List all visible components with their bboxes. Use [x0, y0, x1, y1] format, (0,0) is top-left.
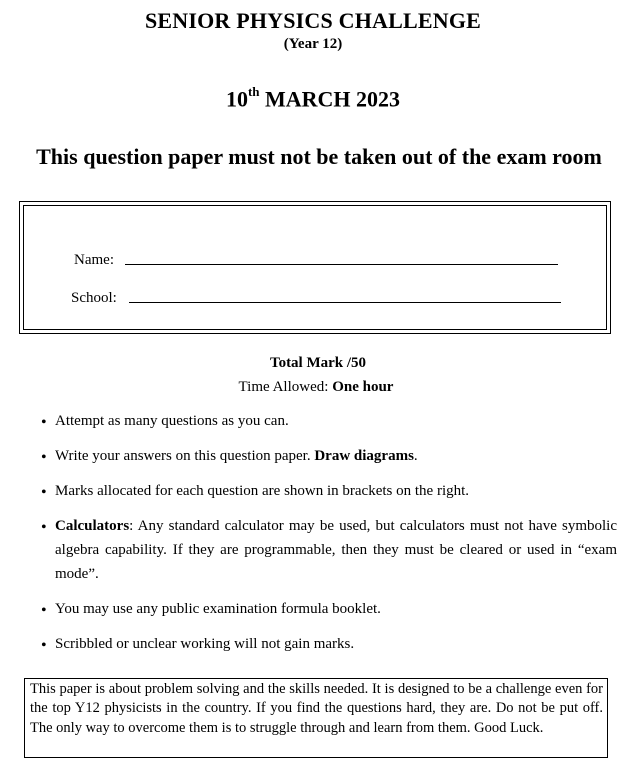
instruction-2-end: .	[413, 448, 418, 464]
bullet-icon: •	[41, 414, 47, 431]
total-mark: Total Mark /50	[269, 355, 367, 371]
bullet-icon: •	[41, 484, 47, 501]
bullet-icon: •	[41, 637, 47, 654]
year-subtitle: (Year 12)	[283, 36, 343, 52]
school-label: School:	[71, 290, 117, 306]
date-month-year: MARCH 2023	[259, 86, 401, 112]
exam-date	[0, 86, 626, 112]
bullet-icon: •	[41, 519, 47, 536]
school-field[interactable]	[129, 302, 561, 303]
instruction-item-2	[55, 444, 617, 468]
date-suffix: th	[247, 84, 260, 99]
exam-room-warning: This question paper must not be taken out of the exam room	[36, 144, 602, 169]
name-field[interactable]	[125, 264, 558, 265]
time-allowed-label: Time Allowed:	[238, 379, 333, 395]
instruction-item-4	[55, 514, 617, 586]
instruction-item-6: Scribbled or unclear working will not gain marks.	[55, 636, 355, 652]
instruction-item-5: You may use any public examination formula booklet.	[55, 601, 381, 617]
date-day: 10	[225, 86, 248, 112]
challenge-note-box	[24, 678, 608, 758]
name-label: Name:	[74, 252, 114, 268]
instruction-4-text: : Any standard calculator may be used, but calculators must not have symbolic algebra capability. If they are programmable, then they must be cleared or used in “exam mode”.	[55, 518, 617, 582]
instruction-item-3: Marks allocated for each question are shown in brackets on the right.	[55, 483, 470, 499]
instruction-4-bold: Calculators	[55, 518, 130, 534]
time-allowed-value: One hour	[332, 379, 394, 395]
paper-title: SENIOR PHYSICS CHALLENGE	[144, 8, 482, 33]
bullet-icon: •	[41, 449, 47, 466]
instruction-2-bold: Draw diagrams	[314, 448, 414, 464]
bullet-icon: •	[41, 602, 47, 619]
instruction-2-text: Write your answers on this question paper.	[55, 448, 315, 464]
instruction-item-1: Attempt as many questions as you can.	[55, 413, 289, 429]
time-allowed	[0, 379, 626, 396]
challenge-note-text: This paper is about problem solving and the skills needed. It is designed to be a challenge even for the top Y12 physicists in the country. If you find the questions hard, they are. Do not be put off. The only way to overcome them is to struggle through and learn from them. Good Luck.	[30, 681, 603, 736]
